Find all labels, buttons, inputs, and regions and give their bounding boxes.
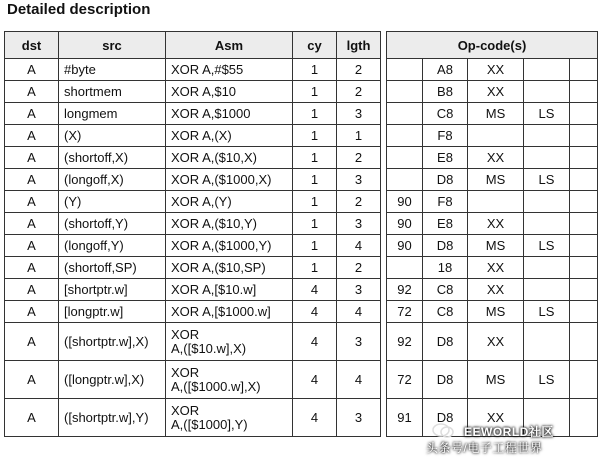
opcode-byte-cell: XX [468,323,524,361]
lgth-cell: 2 [337,257,381,279]
src-cell: (longoff,Y) [59,235,166,257]
opcode-byte-cell [387,125,423,147]
opcode-byte-cell: E8 [423,213,468,235]
opcode-byte-cell [468,125,524,147]
opcode-byte-cell [570,125,598,147]
dst-cell: A [5,399,59,437]
watermark-brand: EEWORLD社区 [464,425,554,439]
opcode-byte-cell: XX [468,279,524,301]
lgth-cell: 2 [337,81,381,103]
dst-cell: A [5,235,59,257]
lgth-cell: 3 [337,279,381,301]
dst-cell: A [5,257,59,279]
opcode-byte-cell: MS [468,103,524,125]
src-cell: (X) [59,125,166,147]
asm-line: A,([$10.w],X) [171,340,247,356]
column-header-opcode: Op-code(s) [387,32,598,59]
cy-cell: 1 [293,103,337,125]
opcode-byte-cell: MS [468,169,524,191]
lgth-cell: 1 [337,125,381,147]
opcode-byte-cell [387,103,423,125]
opcode-byte-cell: LS [524,169,570,191]
opcode-byte-cell: 18 [423,257,468,279]
lgth-cell: 3 [337,323,381,361]
opcode-byte-cell: 72 [387,301,423,323]
asm-line: XOR [171,364,200,380]
opcode-byte-cell [570,323,598,361]
opcode-row [387,125,598,147]
lgth-cell: 3 [337,213,381,235]
opcode-byte-cell [524,213,570,235]
table-row [5,279,381,301]
opcode-byte-cell: A8 [423,59,468,81]
opcode-byte-cell: XX [468,147,524,169]
asm-cell: XOR A,($10,SP) [166,257,293,279]
asm-cell [166,361,293,399]
section-heading: Detailed description [7,1,151,18]
opcode-byte-cell [524,81,570,103]
opcode-row [387,169,598,191]
opcode-byte-cell: MS [468,235,524,257]
opcode-byte-cell: F8 [423,191,468,213]
asm-line: XOR [171,326,200,342]
opcode-byte-cell [524,191,570,213]
asm-cell: XOR A,$10 [166,81,293,103]
opcode-byte-cell [524,147,570,169]
opcode-byte-cell [570,301,598,323]
opcode-byte-cell: XX [468,257,524,279]
asm-cell: XOR A,[$10.w] [166,279,293,301]
opcode-byte-cell: LS [524,103,570,125]
opcode-row [387,235,598,257]
table-row [5,169,381,191]
opcode-row [387,361,598,399]
opcode-byte-cell [570,191,598,213]
column-header-dst: dst [5,32,59,59]
opcode-byte-cell: B8 [423,81,468,103]
opcode-byte-cell: XX [468,213,524,235]
src-cell: ([longptr.w],X) [59,361,166,399]
cy-cell: 1 [293,59,337,81]
opcode-byte-cell: C8 [423,279,468,301]
src-cell: (Y) [59,191,166,213]
watermark-source: 头条号/电子工程世界 [426,441,543,455]
opcode-byte-cell: MS [468,301,524,323]
opcode-byte-cell [387,257,423,279]
opcode-row [387,301,598,323]
asm-line: XOR [171,402,200,418]
opcode-byte-cell [570,257,598,279]
table-row [5,235,381,257]
cy-cell: 1 [293,147,337,169]
opcode-row [387,213,598,235]
opcode-byte-cell: 92 [387,323,423,361]
asm-cell: XOR A,(X) [166,125,293,147]
opcode-byte-cell: XX [468,59,524,81]
asm-cell: XOR A,$1000 [166,103,293,125]
src-cell: shortmem [59,81,166,103]
cy-cell: 1 [293,169,337,191]
asm-cell: XOR A,($1000,X) [166,169,293,191]
dst-cell: A [5,59,59,81]
opcode-byte-cell [524,279,570,301]
opcode-byte-cell: 90 [387,213,423,235]
opcode-row [387,59,598,81]
asm-cell [166,323,293,361]
asm-cell: XOR A,(Y) [166,191,293,213]
opcode-byte-cell [570,213,598,235]
opcode-byte-cell [524,125,570,147]
dst-cell: A [5,279,59,301]
asm-cell: XOR A,#$55 [166,59,293,81]
opcode-byte-cell [570,59,598,81]
opcode-byte-cell: D8 [423,361,468,399]
opcode-byte-cell: XX [468,81,524,103]
table-row [5,191,381,213]
table-row [5,59,381,81]
opcode-byte-cell [387,81,423,103]
opcode-byte-cell [524,257,570,279]
opcode-byte-cell: LS [524,235,570,257]
opcode-byte-cell: LS [524,301,570,323]
dst-cell: A [5,125,59,147]
asm-cell: XOR A,[$1000.w] [166,301,293,323]
src-cell: longmem [59,103,166,125]
opcode-table [386,31,598,437]
dst-cell: A [5,81,59,103]
opcode-byte-cell: D8 [423,169,468,191]
table-row [5,125,381,147]
src-cell: [shortptr.w] [59,279,166,301]
column-header-src: src [59,32,166,59]
src-cell: (shortoff,Y) [59,213,166,235]
dst-cell: A [5,147,59,169]
src-cell: (longoff,X) [59,169,166,191]
opcode-byte-cell [570,235,598,257]
opcode-byte-cell [570,361,598,399]
opcode-byte-cell: XX [468,399,524,437]
cy-cell: 1 [293,125,337,147]
src-cell: ([shortptr.w],Y) [59,399,166,437]
opcode-byte-cell: 90 [387,191,423,213]
asm-line: A,([$1000.w],X) [171,378,261,394]
src-cell: ([shortptr.w],X) [59,323,166,361]
lgth-cell: 3 [337,169,381,191]
lgth-cell: 3 [337,399,381,437]
dst-cell: A [5,361,59,399]
asm-cell: XOR A,($10,X) [166,147,293,169]
opcode-header-row [387,32,598,59]
column-header-asm: Asm [166,32,293,59]
opcode-byte-cell [387,169,423,191]
column-header-lgth: lgth [337,32,381,59]
lgth-cell: 3 [337,103,381,125]
opcode-byte-cell: D8 [423,399,468,437]
opcode-byte-cell: 72 [387,361,423,399]
opcode-row [387,191,598,213]
instruction-table [4,31,381,437]
opcode-byte-cell: D8 [423,235,468,257]
cy-cell: 4 [293,279,337,301]
opcode-byte-cell: 90 [387,235,423,257]
table-row [5,81,381,103]
opcode-byte-cell [570,81,598,103]
src-cell: [longptr.w] [59,301,166,323]
opcode-byte-cell: LS [524,361,570,399]
dst-cell: A [5,191,59,213]
opcode-byte-cell [468,191,524,213]
table-row [5,103,381,125]
cy-cell: 4 [293,399,337,437]
opcode-row [387,257,598,279]
dst-cell: A [5,323,59,361]
lgth-cell: 4 [337,361,381,399]
opcode-byte-cell [570,169,598,191]
table-row [5,257,381,279]
opcode-byte-cell [387,59,423,81]
opcode-row [387,279,598,301]
lgth-cell: 2 [337,191,381,213]
opcode-byte-cell: D8 [423,323,468,361]
opcode-row [387,81,598,103]
opcode-row [387,323,598,361]
cy-cell: 1 [293,81,337,103]
opcode-byte-cell: 92 [387,279,423,301]
cy-cell: 1 [293,191,337,213]
opcode-byte-cell [387,147,423,169]
table-row [5,147,381,169]
header-row [5,32,381,59]
table-row [5,213,381,235]
dst-cell: A [5,213,59,235]
src-cell: #byte [59,59,166,81]
lgth-cell: 4 [337,235,381,257]
watermark [426,423,596,457]
cy-cell: 1 [293,257,337,279]
table-row [5,323,381,361]
lgth-cell: 2 [337,147,381,169]
opcode-byte-cell: C8 [423,301,468,323]
cy-cell: 1 [293,235,337,257]
dst-cell: A [5,103,59,125]
cy-cell: 4 [293,301,337,323]
table-row [5,361,381,399]
asm-cell: XOR A,($10,Y) [166,213,293,235]
opcode-byte-cell [570,279,598,301]
lgth-cell: 4 [337,301,381,323]
opcode-byte-cell: F8 [423,125,468,147]
dst-cell: A [5,169,59,191]
src-cell: (shortoff,X) [59,147,166,169]
opcode-byte-cell [570,147,598,169]
opcode-byte-cell: E8 [423,147,468,169]
asm-cell [166,399,293,437]
dst-cell: A [5,301,59,323]
opcode-byte-cell [570,103,598,125]
lgth-cell: 2 [337,59,381,81]
opcode-byte-cell [524,59,570,81]
opcode-row [387,147,598,169]
opcode-byte-cell: MS [468,361,524,399]
cy-cell: 4 [293,323,337,361]
table-row [5,399,381,437]
asm-line: A,([$1000],Y) [171,416,248,432]
chat-bubble-icon [432,423,454,439]
opcode-byte-cell: 91 [387,399,423,437]
column-header-cy: cy [293,32,337,59]
opcode-byte-cell [524,323,570,361]
opcode-byte-cell: C8 [423,103,468,125]
asm-cell: XOR A,($1000,Y) [166,235,293,257]
cy-cell: 1 [293,213,337,235]
opcode-row [387,103,598,125]
cy-cell: 4 [293,361,337,399]
src-cell: (shortoff,SP) [59,257,166,279]
table-row [5,301,381,323]
